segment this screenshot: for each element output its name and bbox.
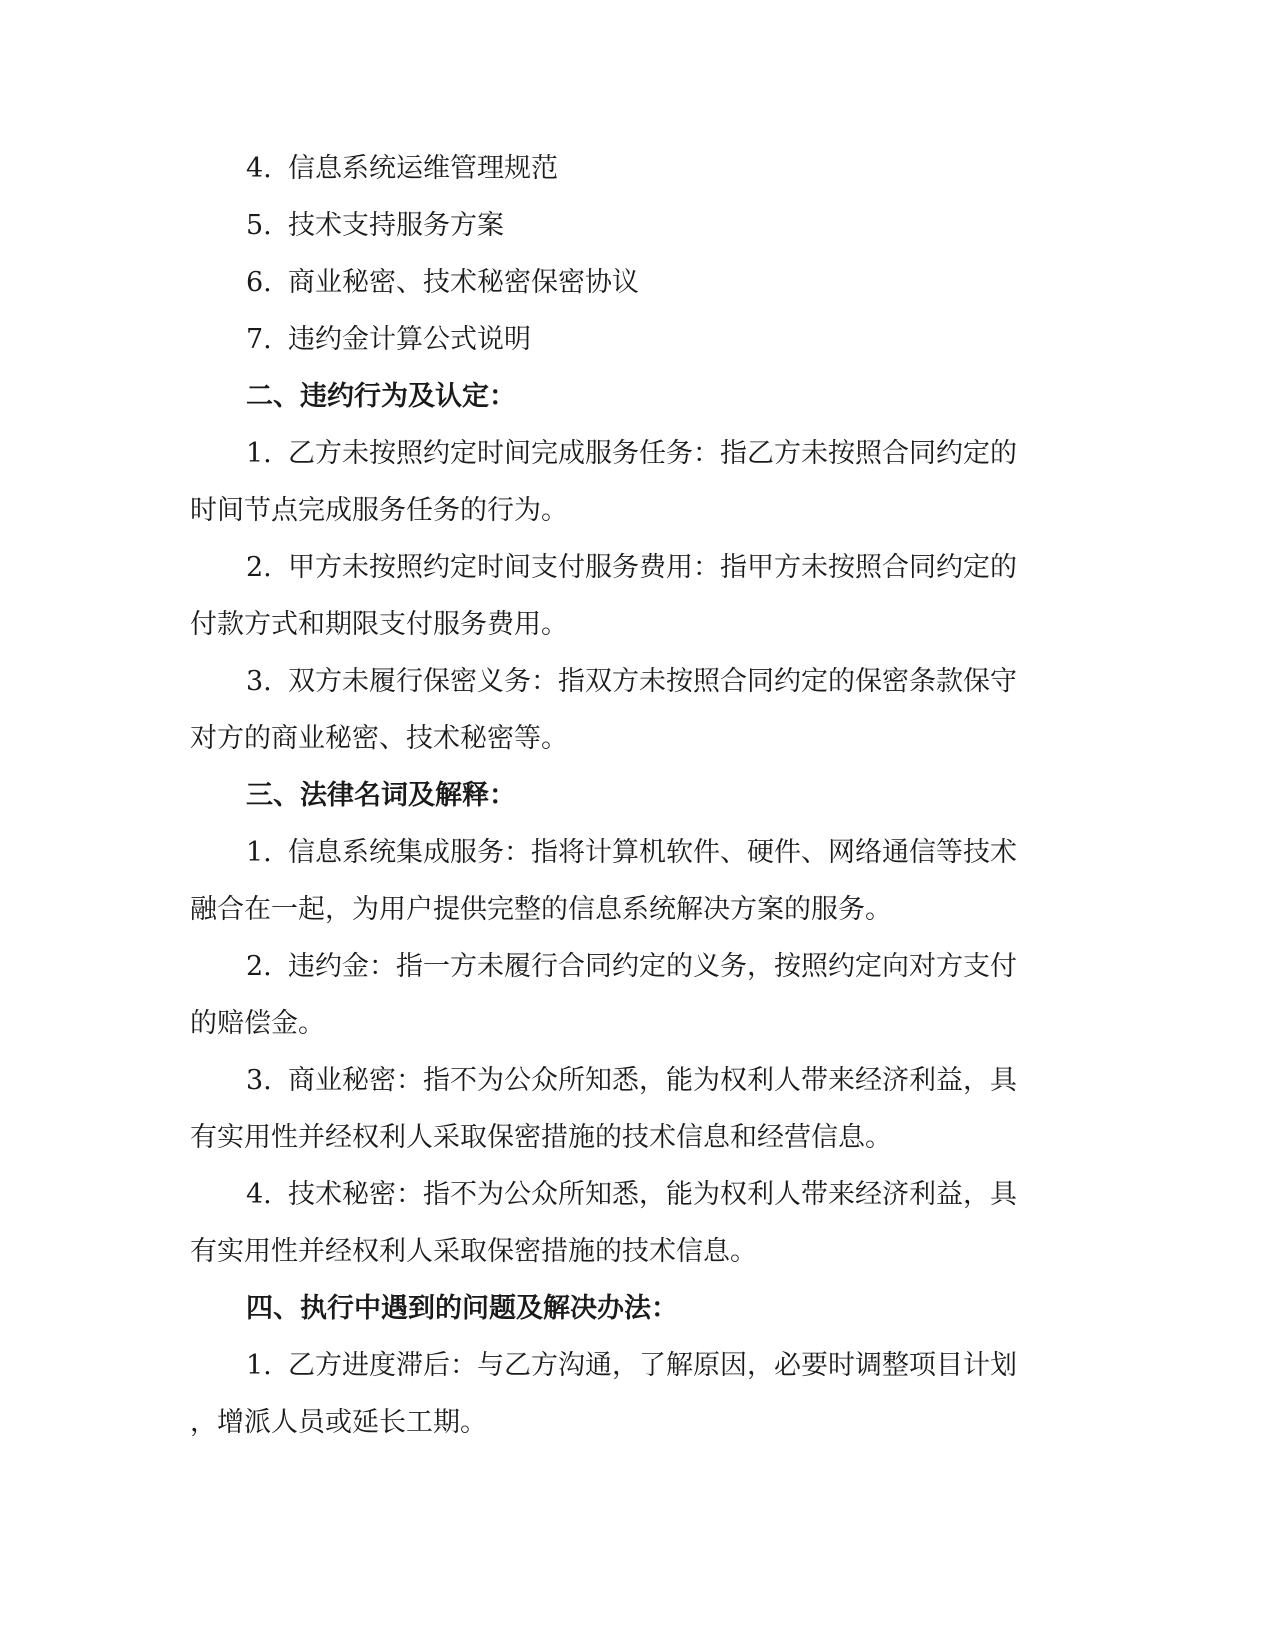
- clause-line: [190, 938, 1080, 995]
- clause-text: 信息系统集成服务：指将计算机软件、硬件、网络通信等技术: [288, 837, 1017, 868]
- list-item-number: 6.: [246, 267, 272, 298]
- clause-number: 2.: [246, 951, 272, 982]
- clause-line: [190, 425, 1080, 482]
- clause-line: [190, 1052, 1080, 1109]
- clause-line: [190, 824, 1080, 881]
- clause-continuation: 有实用性并经权利人采取保密措施的技术信息和经营信息。: [190, 1122, 892, 1153]
- clause-text: 技术秘密：指不为公众所知悉，能为权利人带来经济利益，具: [288, 1179, 1017, 1210]
- clause-number: 3.: [246, 1065, 272, 1096]
- clause-number: 1.: [246, 1350, 272, 1381]
- clause-continuation: ，增派人员或延长工期。: [190, 1407, 487, 1438]
- section-heading-issues: 四、执行中遇到的问题及解决办法：: [246, 1293, 678, 1324]
- clause-text: 双方未履行保密义务：指双方未按照合同约定的保密条款保守: [288, 666, 1017, 697]
- clause-number: 4.: [246, 1179, 272, 1210]
- clause-number: 3.: [246, 666, 272, 697]
- section-heading-breach: 二、违约行为及认定：: [246, 381, 516, 412]
- clause-text: 乙方未按照约定时间完成服务任务：指乙方未按照合同约定的: [288, 438, 1017, 469]
- list-item: [190, 140, 1080, 197]
- clause-continuation: 付款方式和期限支付服务费用。: [190, 609, 568, 640]
- clause-number: 2.: [246, 552, 272, 583]
- clause-continuation: 有实用性并经权利人采取保密措施的技术信息。: [190, 1236, 757, 1267]
- clause-continuation: 的赔偿金。: [190, 1008, 325, 1039]
- clause-continuation: 对方的商业秘密、技术秘密等。: [190, 723, 568, 754]
- list-item-text: 信息系统运维管理规范: [288, 153, 558, 184]
- document-body: [190, 140, 1080, 1451]
- clause-line: [190, 1337, 1080, 1394]
- clause-text: 违约金：指一方未履行合同约定的义务，按照约定向对方支付: [288, 951, 1017, 982]
- list-item: [190, 311, 1080, 368]
- list-item-number: 7.: [246, 324, 272, 355]
- list-item-number: 5.: [246, 210, 272, 241]
- clause-line: [190, 653, 1080, 710]
- clause-number: 1.: [246, 837, 272, 868]
- clause-text: 甲方未按照约定时间支付服务费用：指甲方未按照合同约定的: [288, 552, 1017, 583]
- clause-line: [190, 539, 1080, 596]
- clause-text: 商业秘密：指不为公众所知悉，能为权利人带来经济利益，具: [288, 1065, 1017, 1096]
- clause-continuation: 时间节点完成服务任务的行为。: [190, 495, 568, 526]
- clause-continuation: 融合在一起，为用户提供完整的信息系统解决方案的服务。: [190, 894, 892, 925]
- section-heading-legal-terms: 三、法律名词及解释：: [246, 780, 516, 811]
- list-item: [190, 254, 1080, 311]
- clause-line: [190, 1166, 1080, 1223]
- list-item-text: 技术支持服务方案: [288, 210, 504, 241]
- list-item: [190, 197, 1080, 254]
- list-item-text: 商业秘密、技术秘密保密协议: [288, 267, 639, 298]
- list-item-number: 4.: [246, 153, 272, 184]
- clause-number: 1.: [246, 438, 272, 469]
- list-item-text: 违约金计算公式说明: [288, 324, 531, 355]
- clause-text: 乙方进度滞后：与乙方沟通，了解原因，必要时调整项目计划: [288, 1350, 1017, 1381]
